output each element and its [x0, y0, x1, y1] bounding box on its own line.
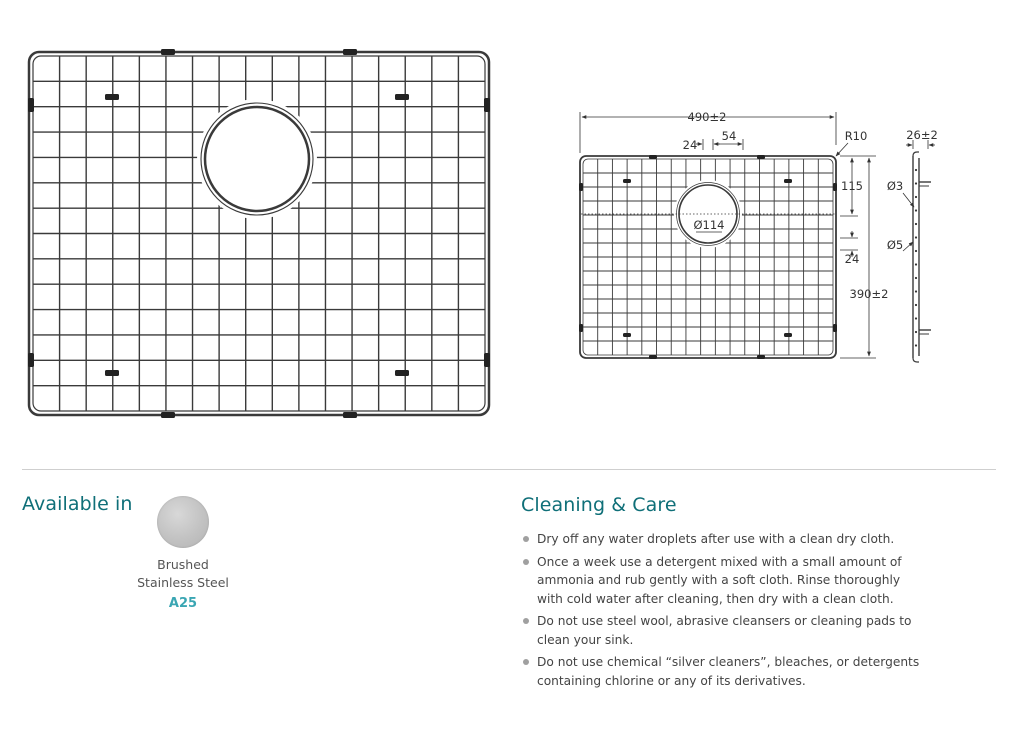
foot-marker	[395, 94, 409, 100]
dim-depth: 26±2	[906, 128, 938, 142]
foot-marker	[105, 370, 119, 376]
available-in-heading: Available in	[22, 493, 133, 515]
list-item-text: Do not use chemical “silver cleaners”, bleaches, or detergents containing chlorine or any of its derivatives.	[537, 655, 920, 688]
dim-hole-diameter: Ø114	[693, 218, 725, 232]
foot-marker	[784, 333, 792, 337]
foot-marker	[757, 355, 765, 359]
finish-name	[120, 556, 246, 592]
foot-marker	[784, 179, 792, 183]
finish-name-line1: Brushed	[157, 557, 209, 572]
dim-radius: R10	[844, 129, 868, 143]
foot-marker	[623, 179, 631, 183]
list-item	[521, 553, 921, 609]
foot-marker	[579, 324, 583, 332]
dimension-lines	[580, 112, 935, 358]
technical-drawing-side	[913, 152, 931, 362]
cleaning-care-list	[521, 530, 921, 694]
foot-marker	[343, 412, 357, 418]
bullet-icon	[523, 618, 529, 624]
dim-center-gap: 24	[682, 138, 698, 152]
foot-marker	[161, 49, 175, 55]
list-item	[521, 612, 921, 649]
dim-bar-spacing: 54	[721, 129, 737, 143]
list-item	[521, 530, 921, 549]
finish-swatch	[157, 496, 209, 548]
foot-marker	[757, 155, 765, 159]
cleaning-care-heading: Cleaning & Care	[521, 494, 677, 516]
drain-hole	[201, 103, 313, 215]
dim-wire-small: Ø3	[886, 179, 904, 193]
foot-marker	[395, 370, 409, 376]
technical-drawing-top	[579, 155, 837, 359]
dimension-labels	[683, 110, 938, 301]
foot-marker	[579, 183, 583, 191]
list-item-text: Dry off any water droplets after use with a clean dry cloth.	[537, 532, 895, 546]
foot-marker	[649, 355, 657, 359]
foot-marker	[833, 183, 837, 191]
bullet-icon	[523, 559, 529, 565]
section-divider	[22, 469, 996, 470]
foot-marker	[343, 49, 357, 55]
foot-marker	[833, 324, 837, 332]
wire-bars	[583, 159, 833, 355]
foot-marker	[484, 353, 490, 367]
foot-marker	[28, 353, 34, 367]
grid-illustration	[28, 49, 490, 418]
finish-name-line2: Stainless Steel	[137, 575, 229, 590]
list-item	[521, 653, 921, 690]
bullet-icon	[523, 659, 529, 665]
wire-bars	[33, 56, 485, 411]
dim-height: 390±2	[849, 287, 889, 301]
dim-wire-large: Ø5	[886, 238, 904, 252]
foot-marker	[28, 98, 34, 112]
foot-marker	[484, 98, 490, 112]
foot-marker	[623, 333, 631, 337]
bullet-icon	[523, 536, 529, 542]
list-item-text: Do not use steel wool, abrasive cleansers or cleaning pads to clean your sink.	[537, 614, 912, 647]
foot-marker	[161, 412, 175, 418]
finish-code: A25	[168, 596, 198, 611]
dim-hole-top: 115	[841, 179, 863, 193]
dim-width: 490±2	[687, 110, 727, 124]
list-item-text: Once a week use a detergent mixed with a small amount of ammonia and rub gently with a soft cloth. Rinse thoroughly with cold water after cleaning, then dry with a clean cloth.	[537, 554, 902, 606]
dim-hole-bottom: 24	[844, 252, 860, 266]
foot-marker	[649, 155, 657, 159]
foot-marker	[105, 94, 119, 100]
